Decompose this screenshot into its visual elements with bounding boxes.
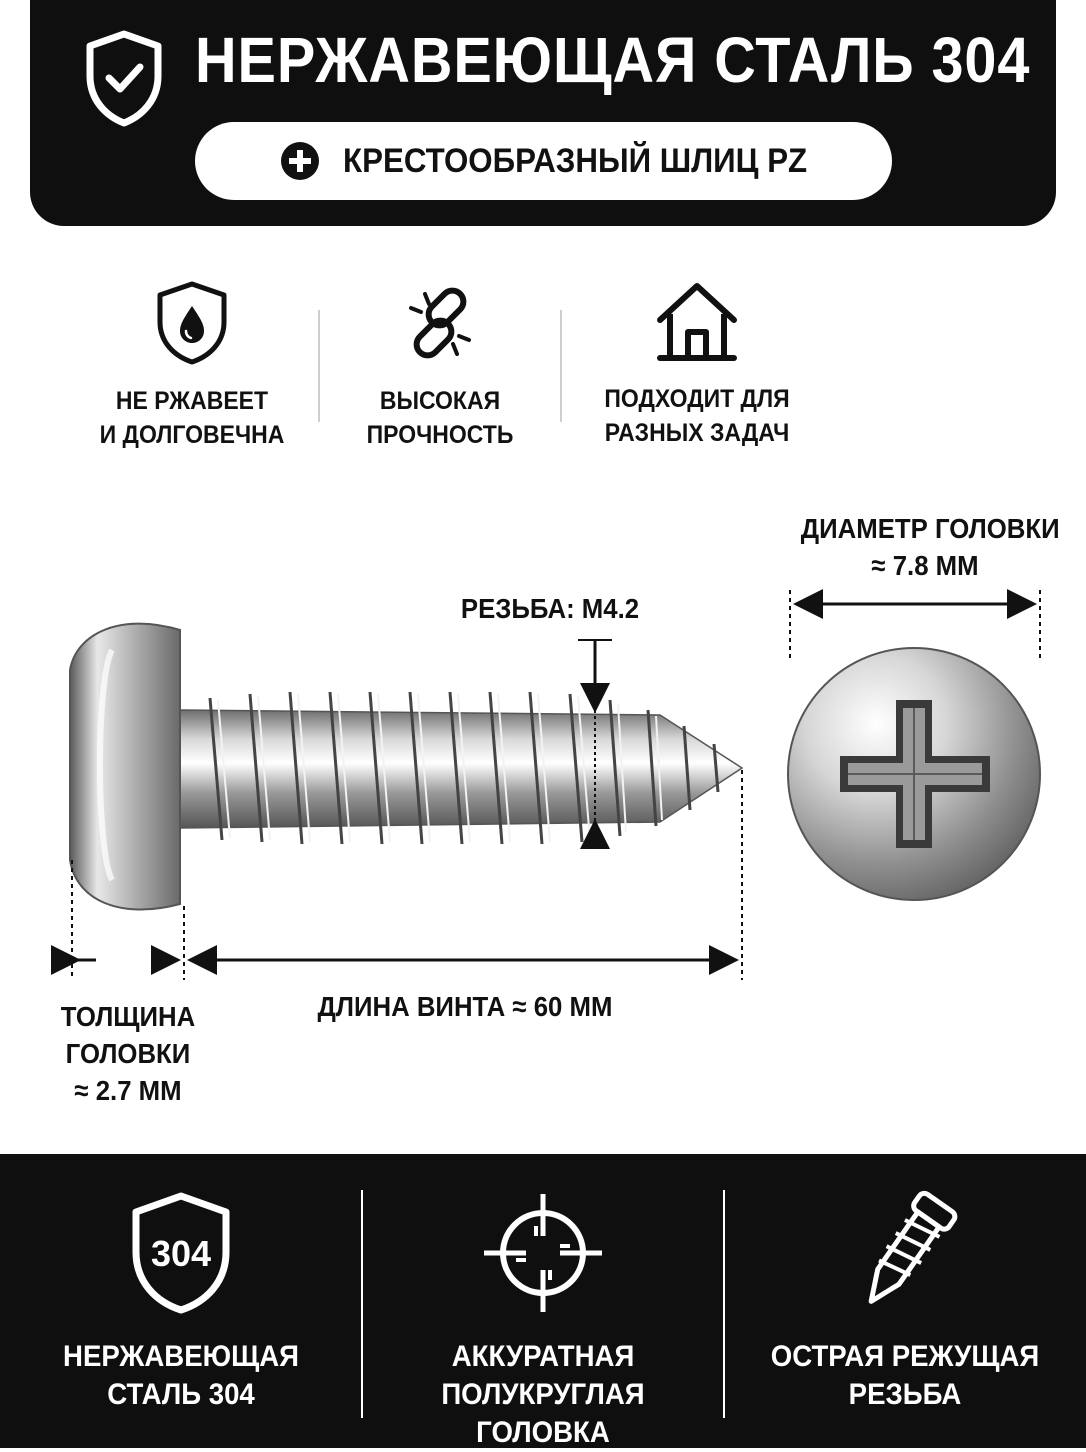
feature-label-line2: РАЗНЫХ ЗАДАЧ	[604, 419, 790, 447]
footer-label-line2: ПОЛУКРУГЛАЯ ГОЛОВКА	[441, 1378, 645, 1449]
head-diameter-line2: ≈ 7.8 ММ	[871, 550, 979, 581]
footer-label-line1: АККУРАТНАЯ	[451, 1340, 635, 1373]
thread-label: РЕЗЬБА: М4.2	[460, 593, 640, 624]
feature-rust-proof	[62, 280, 322, 452]
feature-label-line1: НЕ РЖАВЕЕТ	[115, 387, 269, 415]
head-thickness-line1: ТОЛЩИНА	[60, 1001, 196, 1032]
feature-strength	[310, 280, 570, 452]
footer-label-line1: ОСТРАЯ РЕЖУЩАЯ	[770, 1340, 1040, 1373]
feature-label-line2: И ДОЛГОВЕЧНА	[99, 421, 285, 449]
footer-label-line2: СТАЛЬ 304	[107, 1378, 255, 1411]
head-diameter-line1: ДИАМЕТР ГОЛОВКИ	[800, 513, 1060, 544]
head-thickness-line3: ≈ 2.7 ММ	[74, 1075, 182, 1106]
shield-drop-icon	[152, 280, 232, 366]
broken-chain-icon	[397, 280, 483, 366]
divider	[560, 310, 562, 422]
shield-check-icon	[82, 28, 166, 128]
screw-diagram	[0, 560, 1086, 1000]
footer-item-thread	[724, 1154, 1086, 1448]
footer-item-steel	[0, 1154, 362, 1448]
feature-label-line1: ПОДХОДИТ ДЛЯ	[604, 385, 790, 413]
subtitle: КРЕСТООБРАЗНЫЙ ШЛИЦ PZ	[343, 142, 808, 180]
shield-badge-text: 304	[150, 1233, 212, 1274]
head-thickness-label	[54, 998, 201, 1109]
feature-label-line1: ВЫСОКАЯ	[379, 387, 501, 415]
shield-304-icon	[126, 1190, 236, 1316]
page-title: НЕРЖАВЕЮЩАЯ СТАЛЬ 304	[195, 24, 1031, 96]
house-icon	[654, 280, 740, 364]
footer-label-line2: РЕЗЬБА	[848, 1378, 962, 1411]
feature-label-line2: ПРОЧНОСТЬ	[366, 421, 514, 449]
feature-versatile	[567, 280, 827, 450]
crosshair-icon	[480, 1190, 606, 1316]
header-banner	[30, 0, 1056, 226]
screw-side-view	[70, 624, 742, 910]
footer-label-line1: НЕРЖАВЕЮЩАЯ	[63, 1340, 299, 1373]
head-thickness-line2: ГОЛОВКИ	[65, 1038, 191, 1069]
plus-circle-icon	[281, 142, 319, 180]
length-label: ДЛИНА ВИНТА ≈ 60 ММ	[317, 991, 613, 1022]
screw-icon	[850, 1190, 960, 1316]
footer-banner	[0, 1154, 1086, 1448]
footer-item-head	[362, 1154, 724, 1448]
subtitle-pill	[195, 122, 892, 200]
screw-head-view	[788, 648, 1040, 900]
